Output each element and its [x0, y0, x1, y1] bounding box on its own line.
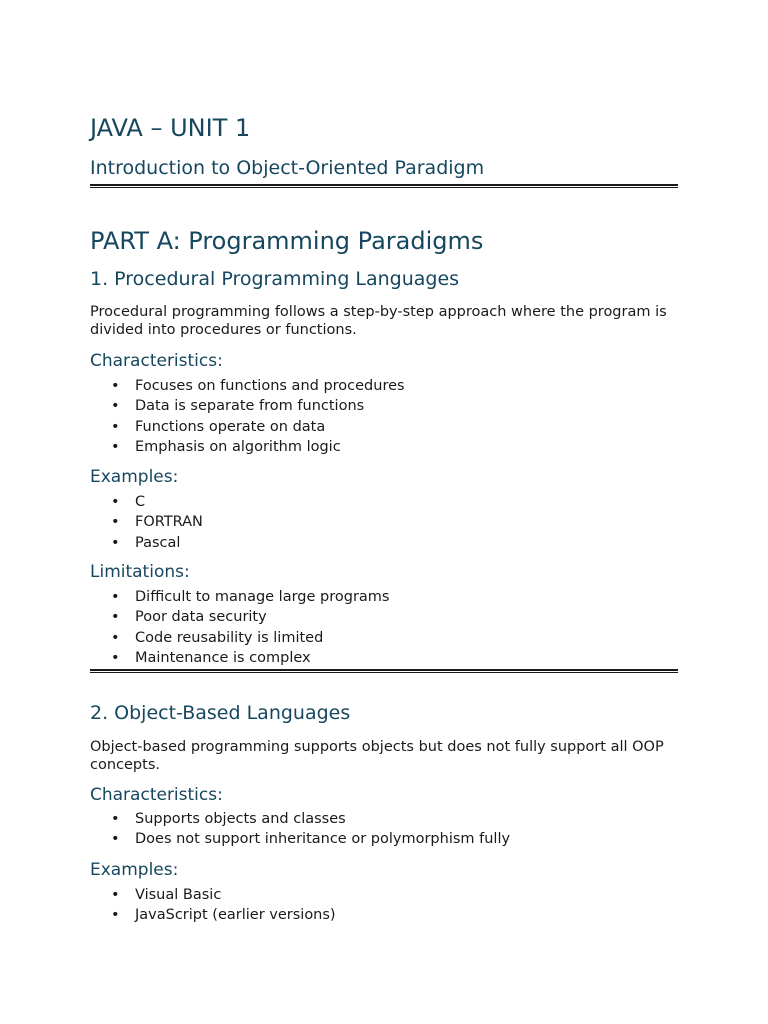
list-item: • JavaScript (earlier versions)	[90, 905, 678, 925]
list-item: • C	[90, 492, 678, 512]
section-1-limitations-heading: Limitations:	[90, 562, 190, 582]
list-item: • Maintenance is complex	[90, 648, 678, 668]
section-2-examples-heading: Examples:	[90, 860, 179, 880]
list-item: • Does not support inheritance or polymorphism fully	[90, 829, 678, 849]
section-2-heading-block	[90, 702, 678, 724]
list-item: • Code reusability is limited	[90, 628, 678, 648]
section-2-examples-list	[90, 885, 678, 926]
section-1-examples-heading: Examples:	[90, 467, 179, 487]
section-1-intro-block	[90, 303, 678, 339]
section-1-limitations-block	[90, 587, 678, 669]
list-item: • Poor data security	[90, 607, 678, 627]
section-1-intro: Procedural programming follows a step-by-step approach where the program is divided into procedures or functions.	[90, 304, 667, 338]
section-2-intro-block	[90, 738, 678, 774]
section-1-heading: 1. Procedural Programming Languages	[90, 268, 460, 290]
section-1-characteristics-list	[90, 376, 678, 458]
section-2-examples-block	[90, 885, 678, 926]
section-1-examples-list	[90, 492, 678, 553]
section-2-heading: 2. Object-Based Languages	[90, 702, 351, 724]
list-item: • Visual Basic	[90, 885, 678, 905]
section-2-characteristics-list	[90, 809, 678, 850]
section-1-characteristics-block	[90, 376, 678, 458]
section-1-examples-block	[90, 492, 678, 553]
list-item: • Supports objects and classes	[90, 809, 678, 829]
section-1-limitations-heading-block	[90, 562, 678, 582]
section-2-intro: Object-based programming supports objects but does not fully support all OOP concepts.	[90, 739, 664, 773]
section-1-characteristics-heading: Characteristics:	[90, 351, 223, 371]
document-subtitle: Introduction to Object-Oriented Paradigm	[90, 157, 485, 179]
part-a-heading-block	[90, 227, 678, 255]
list-item: • Functions operate on data	[90, 417, 678, 437]
section-1-heading-block	[90, 268, 678, 290]
list-item: • Difficult to manage large programs	[90, 587, 678, 607]
section-1-limitations-list	[90, 587, 678, 669]
list-item: • FORTRAN	[90, 512, 678, 532]
list-item: • Data is separate from functions	[90, 396, 678, 416]
section-1-characteristics-heading-block	[90, 351, 678, 371]
section-1-examples-heading-block	[90, 467, 678, 487]
list-item: • Emphasis on algorithm logic	[90, 437, 678, 457]
section-2-characteristics-heading-block	[90, 785, 678, 805]
list-item: • Pascal	[90, 533, 678, 553]
document-title: JAVA – UNIT 1	[90, 114, 251, 142]
section-2-examples-heading-block	[90, 860, 678, 880]
section-2-characteristics-block	[90, 809, 678, 850]
list-item: • Focuses on functions and procedures	[90, 376, 678, 396]
part-a-heading: PART A: Programming Paradigms	[90, 227, 484, 255]
section-2-characteristics-heading: Characteristics:	[90, 785, 223, 805]
double-rule-divider	[90, 184, 678, 188]
double-rule-divider	[90, 669, 678, 673]
